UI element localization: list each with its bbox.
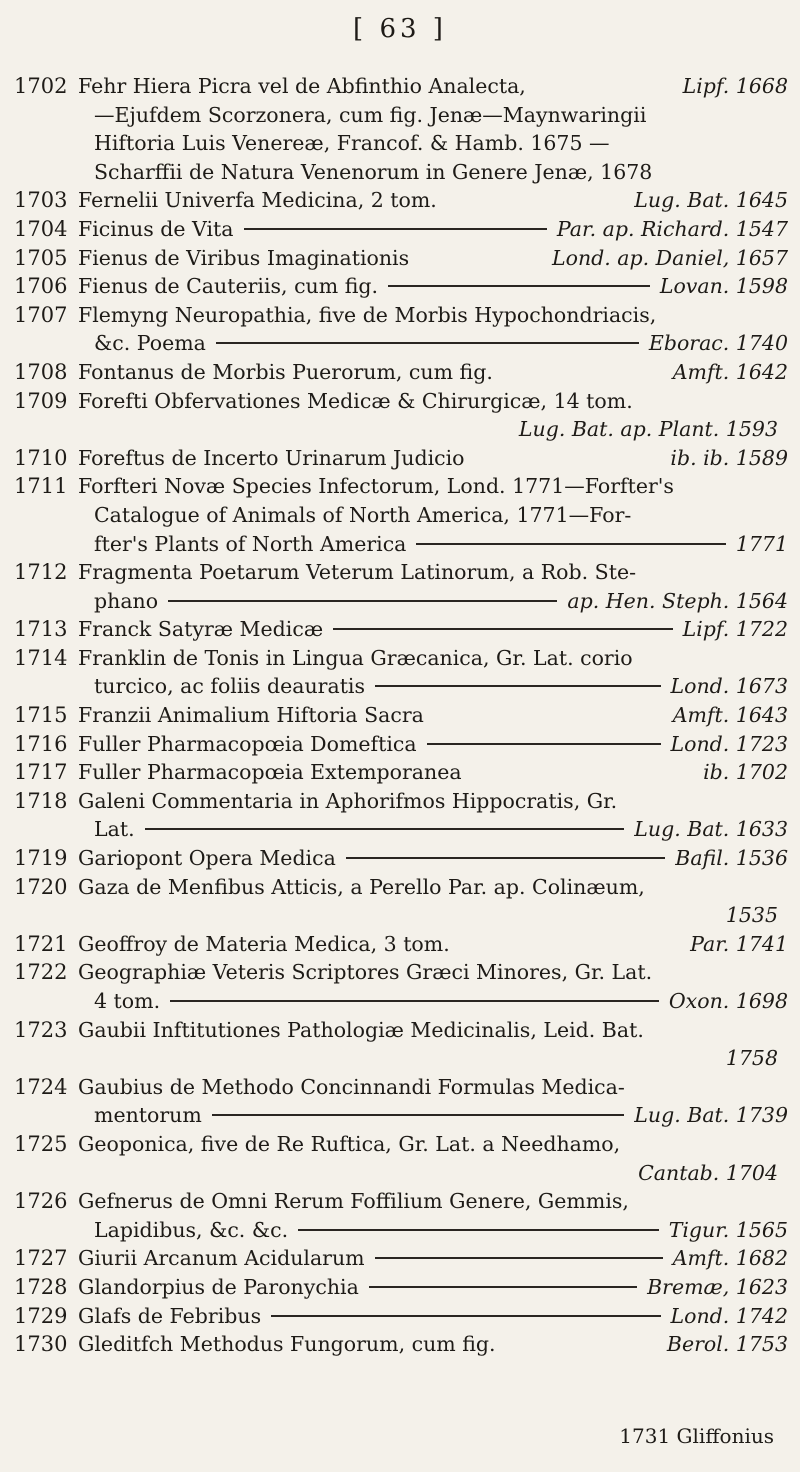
entry-body [78, 301, 794, 358]
entry-text: Fuller Pharmacopœia Domeftica [78, 731, 417, 756]
entry-text: —Ejufdem Scorzonera, cum fig. Jenæ—Maynwaringii [94, 102, 647, 127]
entry-line [78, 1216, 788, 1245]
entry-body [78, 1330, 794, 1359]
entry-number: 1722 [14, 960, 68, 985]
entry-line [78, 672, 788, 701]
imprint-and-year: Amft. 1682 [672, 1246, 788, 1271]
entry-body [78, 558, 794, 615]
entry-body [78, 1073, 794, 1130]
entry-number: 1718 [14, 788, 68, 813]
entry-text: Scharffii de Natura Venenorum in Genere Jenæ, 1678 [94, 159, 653, 184]
entry-line [78, 615, 788, 644]
entry-line [78, 815, 788, 844]
entry-line [78, 1187, 788, 1216]
entry-body [78, 272, 794, 301]
entry-text: Lat. [94, 817, 135, 842]
catalog-entry [14, 186, 794, 215]
catalog-entry [14, 1187, 794, 1244]
catalog-entry [14, 615, 794, 644]
entry-text: Foreftus de Incerto Urinarum Judicio [78, 445, 465, 470]
entry-line [78, 444, 788, 473]
entry-number: 1703 [14, 188, 68, 213]
entry-body [78, 730, 794, 759]
catalog-entry [14, 958, 794, 1015]
entry-body [78, 701, 794, 730]
entry-body [78, 1187, 794, 1244]
catalog-entry [14, 244, 794, 273]
entry-number: 1714 [14, 645, 68, 670]
entry-body [78, 958, 794, 1015]
leader-rule [375, 685, 660, 687]
imprint-and-year: Tigur. 1565 [668, 1217, 788, 1242]
catalog-entry [14, 72, 794, 186]
leader-rule [369, 1286, 637, 1288]
catchword-footer: 1731 Gliffonius [619, 1424, 774, 1448]
entry-line [78, 644, 788, 673]
entry-text: Galeni Commentaria in Aphorifmos Hippocratis, Gr. [78, 788, 618, 813]
catalog-entry [14, 930, 794, 959]
entry-text: Cantab. 1704 [638, 1160, 778, 1185]
entry-body [78, 930, 794, 959]
entry-text: Gaubius de Methodo Concinnandi Formulas Medica- [78, 1074, 625, 1099]
imprint-and-year: Eborac. 1740 [648, 331, 788, 356]
entry-number: 1719 [14, 846, 68, 871]
catalog-entry [14, 787, 794, 844]
entry-line [78, 272, 788, 301]
entry-number: 1705 [14, 245, 68, 270]
entry-line [78, 958, 788, 987]
leader-rule [216, 342, 639, 344]
entry-body [78, 472, 794, 558]
entry-body [78, 387, 794, 444]
entry-body [78, 615, 794, 644]
entry-text: 1758 [725, 1046, 778, 1071]
entry-text: Forefti Obfervationes Medicæ & Chirurgicæ, 14 tom. [78, 388, 633, 413]
entry-text: Geographiæ Veteris Scriptores Græci Minores, Gr. Lat. [78, 960, 653, 985]
entry-line [78, 1330, 788, 1359]
entry-text: Forfteri Novæ Species Infectorum, Lond. 1771—Forfter's [78, 474, 674, 499]
entry-text: Gaza de Menfibus Atticis, a Perello Par. ap. Colinæum, [78, 874, 645, 899]
entry-line [78, 901, 788, 930]
leader-rule [168, 600, 557, 602]
imprint-and-year: Par. 1741 [690, 931, 788, 956]
entry-body [78, 186, 794, 215]
entry-body [78, 844, 794, 873]
entry-number: 1723 [14, 1017, 68, 1042]
entry-text: 1535 [725, 903, 778, 928]
entry-number: 1726 [14, 1189, 68, 1214]
entry-number: 1706 [14, 274, 68, 299]
imprint-and-year: Berol. 1753 [666, 1332, 788, 1357]
entry-body [78, 644, 794, 701]
leader-rule [271, 1315, 660, 1317]
entry-number: 1724 [14, 1074, 68, 1099]
entry-text: Gariopont Opera Medica [78, 846, 336, 871]
leader-rule [145, 828, 625, 830]
catalog-entry [14, 472, 794, 558]
entry-number: 1709 [14, 388, 68, 413]
catalog-entry [14, 387, 794, 444]
entry-number: 1710 [14, 445, 68, 470]
entry-text: Franck Satyræ Medicæ [78, 617, 324, 642]
leader-rule [333, 628, 673, 630]
catalog-entry [14, 1330, 794, 1359]
catalog-entry [14, 1016, 794, 1073]
entry-number: 1720 [14, 874, 68, 899]
entry-line [78, 1273, 788, 1302]
entry-line [78, 930, 788, 959]
entry-number: 1730 [14, 1332, 68, 1357]
leader-rule [298, 1229, 659, 1231]
entry-body [78, 72, 794, 186]
entry-number: 1707 [14, 302, 68, 327]
entry-line [78, 587, 788, 616]
entry-line [78, 472, 788, 501]
entry-text: Geoffroy de Materia Medica, 3 tom. [78, 931, 450, 956]
entry-line [78, 558, 788, 587]
entry-body [78, 873, 794, 930]
catalog-entry [14, 215, 794, 244]
imprint-and-year: Lug. Bat. 1633 [634, 817, 788, 842]
catalog-entry [14, 758, 794, 787]
entry-number: 1708 [14, 359, 68, 384]
leader-rule [375, 1257, 663, 1259]
entry-text: Fehr Hiera Picra vel de Abfinthio Analecta, [78, 74, 526, 98]
entry-line [78, 1302, 788, 1331]
catalog-entry [14, 644, 794, 701]
imprint-and-year: ap. Hen. Steph. 1564 [567, 588, 788, 613]
entry-line [78, 787, 788, 816]
imprint-and-year: Lug. Bat. 1645 [634, 188, 788, 213]
entry-text: Lug. Bat. ap. Plant. 1593 [518, 417, 778, 442]
entry-body [78, 1130, 794, 1187]
entry-text: Flemyng Neuropathia, five de Morbis Hypochondriacis, [78, 302, 657, 327]
entry-line [78, 701, 788, 730]
entry-line [78, 415, 788, 444]
catalog-entry [14, 272, 794, 301]
imprint-and-year: Bremæ, 1623 [647, 1274, 788, 1299]
entry-text: phano [94, 588, 159, 613]
entry-line [78, 1016, 788, 1045]
imprint-and-year: Lipf. 1722 [682, 617, 788, 642]
entry-text: &c. Poema [94, 331, 206, 356]
imprint-and-year: Lipf. 1668 [682, 74, 788, 98]
entry-line [78, 329, 788, 358]
entry-line [78, 501, 788, 530]
entry-text: fter's Plants of North America [94, 531, 407, 556]
catalog-entry [14, 1273, 794, 1302]
entry-line [78, 1159, 788, 1188]
entry-number: 1715 [14, 703, 68, 728]
imprint-and-year: Oxon. 1698 [668, 989, 788, 1013]
entry-text: Ficinus de Vita [78, 216, 234, 241]
catalog-entry [14, 358, 794, 387]
entry-text: Franklin de Tonis in Lingua Græcanica, Gr. Lat. corio [78, 645, 633, 670]
entry-text: Franzii Animalium Hiftoria Sacra [78, 703, 424, 728]
catalog-entry [14, 558, 794, 615]
entry-line [78, 844, 788, 873]
entry-body [78, 244, 794, 273]
entry-line [78, 530, 788, 559]
catalog-entry [14, 873, 794, 930]
entry-line [78, 358, 788, 387]
entry-body [78, 1273, 794, 1302]
catalog-entry [14, 301, 794, 358]
entry-text: Gefnerus de Omni Rerum Foffilium Genere, Gemmis, [78, 1189, 629, 1214]
imprint-and-year: Lovan. 1598 [659, 274, 788, 299]
entry-body [78, 358, 794, 387]
imprint-and-year: Lond. 1673 [670, 674, 788, 699]
entry-line [78, 1101, 788, 1130]
entry-number: 1725 [14, 1131, 68, 1156]
entry-text: Hiftoria Luis Venereæ, Francof. & Hamb. 1675 — [94, 131, 610, 156]
catalog-entry [14, 1073, 794, 1130]
imprint-and-year: Lond. ap. Daniel, 1657 [551, 245, 788, 270]
entry-text: Geoponica, five de Re Ruftica, Gr. Lat. a Needhamo, [78, 1131, 621, 1156]
imprint-and-year: Amft. 1642 [672, 359, 788, 384]
entry-line [78, 1130, 788, 1159]
catalog-list [14, 72, 794, 1359]
entry-line [78, 873, 788, 902]
entry-text: Gleditfch Methodus Fungorum, cum fig. [78, 1332, 496, 1357]
entry-text: mentorum [94, 1103, 202, 1128]
leader-rule [170, 1000, 659, 1002]
entry-line [78, 129, 788, 158]
entry-line [78, 215, 788, 244]
imprint-and-year: ib. ib. 1589 [670, 445, 788, 470]
entry-number: 1721 [14, 931, 68, 956]
catalog-entry [14, 701, 794, 730]
imprint-and-year: Lond. 1723 [670, 731, 788, 756]
entry-line [78, 1244, 788, 1273]
catalog-entry [14, 730, 794, 759]
entry-number: 1711 [14, 474, 68, 499]
entry-text: Fuller Pharmacopœia Extemporanea [78, 760, 462, 785]
entry-body [78, 758, 794, 787]
leader-rule [427, 743, 661, 745]
entry-text: 4 tom. [94, 989, 161, 1013]
entry-text: Fienus de Cauteriis, cum fig. [78, 274, 379, 299]
entry-body [78, 1302, 794, 1331]
imprint-and-year: 1771 [735, 531, 788, 556]
leader-rule [244, 228, 547, 230]
entry-line [78, 1044, 788, 1073]
entry-text: Fontanus de Morbis Puerorum, cum fig. [78, 359, 493, 384]
page-number-header: [ 63 ] [353, 14, 447, 44]
entry-text: Giurii Arcanum Acidularum [78, 1246, 365, 1271]
imprint-and-year: Par. ap. Richard. 1547 [556, 216, 788, 241]
entry-line [78, 730, 788, 759]
entry-number: 1717 [14, 760, 68, 785]
entry-number: 1727 [14, 1246, 68, 1271]
catalog-entry [14, 444, 794, 473]
catalog-entry [14, 844, 794, 873]
entry-number: 1712 [14, 560, 68, 585]
entry-line [78, 301, 788, 330]
entry-text: Lapidibus, &c. &c. [94, 1217, 289, 1242]
entry-line [78, 244, 788, 273]
imprint-and-year: Lond. 1742 [670, 1303, 788, 1328]
catalog-entry [14, 1244, 794, 1273]
leader-rule [346, 857, 665, 859]
entry-text: Fragmenta Poetarum Veterum Latinorum, a Rob. Ste- [78, 560, 637, 585]
imprint-and-year: Lug. Bat. 1739 [634, 1103, 788, 1128]
entry-text: turcico, ac foliis deauratis [94, 674, 366, 699]
leader-rule [212, 1114, 625, 1116]
entry-text: Fernelii Univerfa Medicina, 2 tom. [78, 188, 437, 213]
entry-body [78, 1244, 794, 1273]
entry-line [78, 1073, 788, 1102]
entry-line [78, 101, 788, 130]
entry-text: Gaubii Inftitutiones Pathologiæ Medicinalis, Leid. Bat. [78, 1017, 644, 1042]
entry-number: 1704 [14, 216, 68, 241]
catalog-entry [14, 1130, 794, 1187]
entry-number: 1716 [14, 731, 68, 756]
imprint-and-year: Amft. 1643 [672, 703, 788, 728]
leader-rule [416, 543, 725, 545]
entry-text: Fienus de Viribus Imaginationis [78, 245, 410, 270]
entry-line [78, 987, 788, 1016]
entry-number: 1713 [14, 617, 68, 642]
entry-body [78, 1016, 794, 1073]
entry-body [78, 444, 794, 473]
entry-line [78, 186, 788, 215]
entry-number: 1729 [14, 1303, 68, 1328]
entry-number: 1728 [14, 1274, 68, 1299]
entry-line [78, 758, 788, 787]
leader-rule [388, 285, 650, 287]
entry-line [78, 72, 788, 101]
entry-text: Catalogue of Animals of North America, 1771—For- [94, 502, 632, 527]
entry-body [78, 215, 794, 244]
entry-line [78, 387, 788, 416]
entry-line [78, 158, 788, 187]
catalog-entry [14, 1302, 794, 1331]
entry-text: Glafs de Febribus [78, 1303, 262, 1328]
entry-text: Glandorpius de Paronychia [78, 1274, 359, 1299]
entry-number: 1702 [14, 74, 68, 98]
entry-body [78, 787, 794, 844]
imprint-and-year: ib. 1702 [703, 760, 788, 785]
imprint-and-year: Bafil. 1536 [675, 846, 788, 871]
